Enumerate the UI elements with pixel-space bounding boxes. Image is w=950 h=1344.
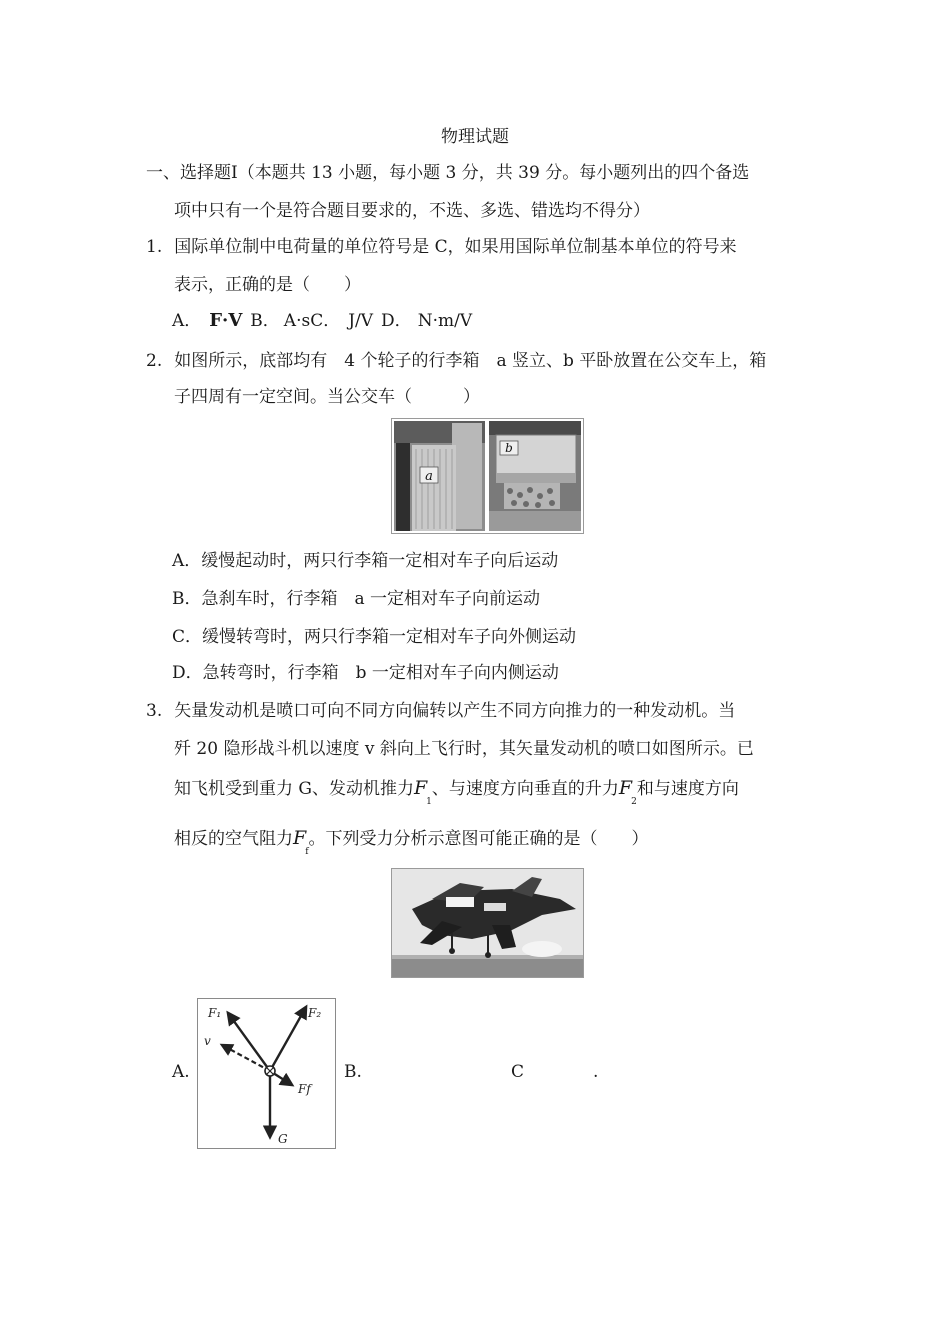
q1-option-d-text: N·m/V — [417, 311, 473, 331]
q1-option-b-label: B． — [250, 311, 280, 331]
q3-option-a-label: A. — [172, 1062, 190, 1082]
question-3-number: 3. — [146, 701, 163, 721]
question-3-line1 — [146, 696, 735, 721]
q2-option-d: D．急转弯时，行李箱 b 一定相对车子向内侧运动 — [172, 663, 559, 683]
q3-line4-part-a: 相反的空气阻力 — [174, 829, 293, 849]
q1-option-d-label: D． — [381, 311, 412, 331]
force-f2-arrow — [270, 1007, 306, 1071]
luggage-label-a: a — [425, 469, 433, 484]
question-3-stem-line1: 矢量发动机是喷口可向不同方向偏转以产生不同方向推力的一种发动机。当 — [174, 701, 736, 721]
force-f1-arrow — [228, 1013, 270, 1071]
q1-option-a-text: F·V — [209, 310, 243, 331]
label-f2: F₂ — [308, 1006, 322, 1020]
q3-symbol-f1-sub: 1 — [426, 797, 432, 807]
q1-option-a-label: A． — [172, 311, 202, 331]
q3-symbol-f1: F — [413, 777, 428, 799]
luggage-photo — [391, 418, 584, 534]
q2-option-c: C．缓慢转弯时，两只行李箱一定相对车子向外侧运动 — [172, 627, 577, 647]
question-1-line1 — [146, 232, 737, 257]
force-diagram-a — [197, 998, 336, 1149]
label-ff: Ff — [298, 1082, 311, 1096]
q2-option-b: B．急刹车时，行李箱 a 一定相对车子向前运动 — [172, 589, 541, 609]
q2-option-a: A．缓慢起动时，两只行李箱一定相对车子向后运动 — [172, 551, 559, 571]
question-3-stem-line4 — [174, 824, 649, 857]
question-1-number: 1. — [146, 237, 163, 257]
q1-option-b-text: A·s — [283, 311, 311, 331]
label-v: v — [204, 1034, 211, 1048]
section-heading-line2: 项中只有一个是符合题目要求的，不选、多选、错选均不得分） — [174, 201, 650, 221]
question-1-options — [172, 306, 472, 331]
q1-option-c-label: C． — [310, 311, 341, 331]
q3-symbol-f2: F — [618, 777, 633, 799]
force-diagram-a-drawing — [198, 999, 335, 1148]
question-3-stem-line2: 歼 20 隐形战斗机以速度 v 斜向上飞行时，其矢量发动机的喷口如图所示。已 — [174, 739, 754, 759]
q3-line3-part-c: 和与速度方向 — [636, 779, 739, 799]
q1-option-c-text: J/V — [348, 311, 374, 331]
fighter-jet-drawing — [392, 869, 583, 977]
section-heading-line1: 一、选择题Ⅰ（本题共 13 小题，每小题 3 分，共 39 分。每小题列出的四个备选 — [146, 163, 750, 183]
label-f1: F₁ — [208, 1006, 222, 1020]
q3-symbol-ff: F — [293, 827, 307, 849]
question-2-number: 2. — [146, 351, 163, 371]
fighter-jet-photo — [391, 868, 584, 978]
question-2-stem-line1: 如图所示，底部均有 4 个轮子的行李箱 a 竖立、b 平卧放置在公交车上，箱 — [174, 351, 767, 371]
page-title: 物理试题 — [441, 127, 509, 147]
luggage-label-b: b — [505, 441, 513, 455]
question-2-stem-line2: 子四周有一定空间。当公交车（ ） — [174, 387, 480, 407]
velocity-arrow — [222, 1045, 270, 1071]
question-1-stem-line1: 国际单位制中电荷量的单位符号是 C，如果用国际单位制基本单位的符号来 — [174, 237, 737, 257]
q3-line4-part-b: 。下列受力分析示意图可能正确的是（ ） — [308, 829, 649, 849]
q3-symbol-f2-sub: 2 — [631, 797, 637, 807]
label-g: G — [278, 1132, 288, 1146]
q3-option-c-label: C — [511, 1062, 525, 1082]
q3-trailing-dot: . — [593, 1062, 599, 1082]
q3-line3-part-a: 知飞机受到重力 G、发动机推力 — [174, 779, 414, 799]
q3-option-b-label: B. — [344, 1062, 362, 1082]
q3-line3-part-b: 、与速度方向垂直的升力 — [431, 779, 619, 799]
question-2-line1 — [146, 346, 766, 371]
luggage-photo-drawing — [392, 419, 583, 533]
question-3-stem-line3 — [174, 774, 739, 807]
q3-symbol-ff-sub: f — [305, 847, 309, 857]
question-1-stem-line2: 表示，正确的是（ ） — [174, 275, 361, 295]
